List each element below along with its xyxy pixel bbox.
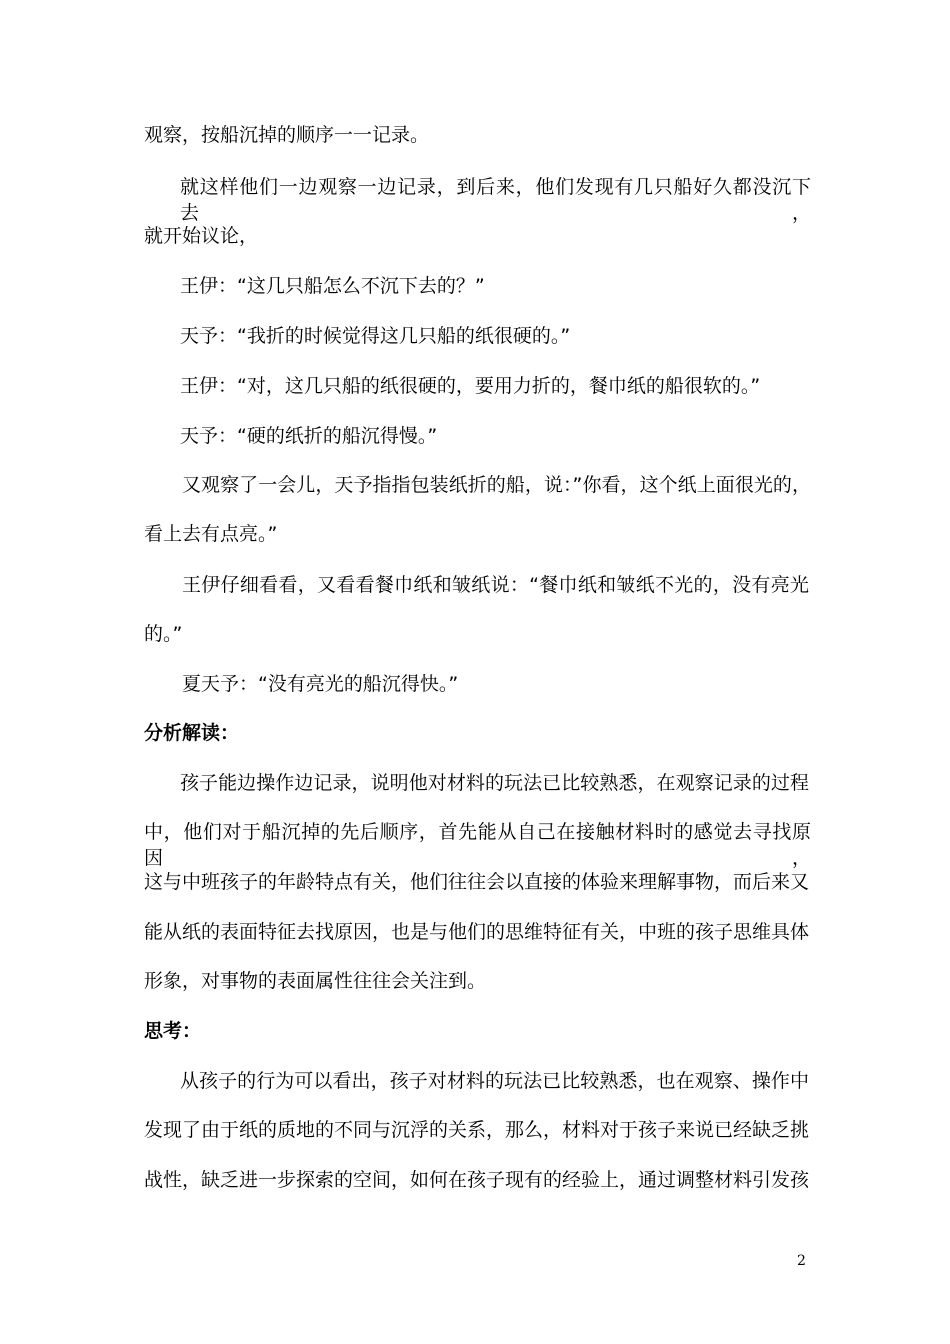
paragraph-line: 形象，对事物的表面属性往往会关注到。 <box>144 970 487 992</box>
paragraph-line: 从孩子的行为可以看出，孩子对材料的玩法已比较熟悉，也在观察、操作中 <box>180 1070 809 1092</box>
paragraph-line: 观察，按船沉掉的顺序一一记录。 <box>144 124 430 146</box>
paragraph-line: 战性，缺乏进一步探索的空间，如何在孩子现有的经验上，通过调整材料引发孩 <box>144 1169 810 1191</box>
dialogue-line: 王伊：“对，这几只船的纸很硬的，要用力折的，餐巾纸的船很软的。” <box>180 375 761 397</box>
paragraph-line: 中，他们对于船沉掉的先后顺序，首先能从自己在接触材料时的感觉去寻找原因， <box>144 821 811 869</box>
section-heading-reflection: 思考： <box>144 1020 202 1042</box>
paragraph-line: 孩子能边操作边记录，说明他对材料的玩法已比较熟悉，在观察记录的过程 <box>180 772 809 794</box>
paragraph-line: 又观察了一会儿，天予指指包装纸折的船，说：”你看，这个纸上面很光的， <box>182 474 811 496</box>
section-heading-analysis: 分析解读： <box>144 722 240 744</box>
paragraph-line: 能从纸的表面特征去找原因，也是与他们的思维特征有关，中班的孩子思维具体 <box>144 921 810 943</box>
paragraph-line: 王伊仔细看看，又看看餐巾纸和皱纸说：“餐巾纸和皱纸不光的，没有亮光 <box>182 574 809 596</box>
paragraph-line: 就这样他们一边观察一边记录，到后来，他们发现有几只船好久都没沉下去， <box>180 176 811 224</box>
dialogue-line: 夏天予：“没有亮光的船沉得快。” <box>182 673 459 695</box>
paragraph-line: 的。” <box>144 623 183 645</box>
page-number: 2 <box>797 1253 806 1269</box>
dialogue-line: 天予：“硬的纸折的船沉得慢。” <box>180 425 438 447</box>
dialogue-line: 王伊：“这几只船怎么不沉下去的？” <box>180 275 485 297</box>
paragraph-line: 发现了由于纸的质地的不同与沉浮的关系，那么，材料对于孩子来说已经缺乏挑 <box>144 1119 810 1141</box>
paragraph-line: 看上去有点亮。” <box>144 523 278 545</box>
paragraph-line: 这与中班孩子的年龄特点有关，他们往往会以直接的体验来理解事物，而后来又 <box>144 871 810 893</box>
paragraph-line: 就开始议论， <box>144 225 259 247</box>
dialogue-line: 天予：“我折的时候觉得这几只船的纸很硬的。” <box>180 325 571 347</box>
